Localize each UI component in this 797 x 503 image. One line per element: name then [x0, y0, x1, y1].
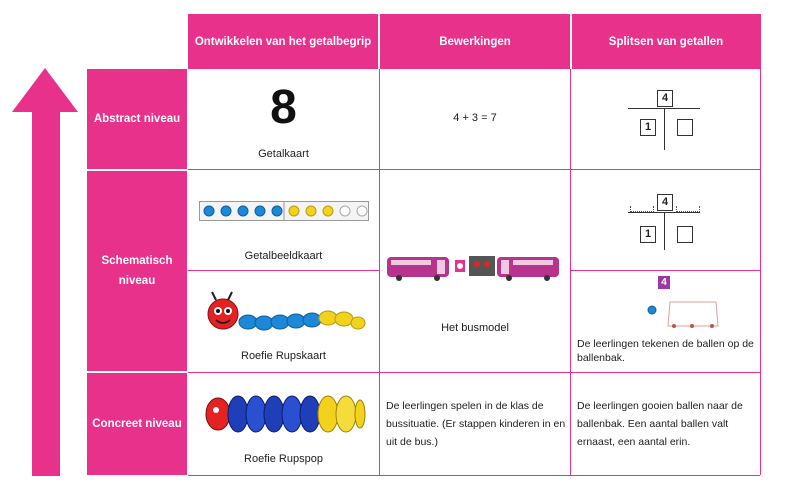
caterpillar-doll-icon [204, 388, 366, 436]
number-card-caption: Getalkaart [258, 148, 309, 160]
dot-card-caption: Getalbeeldkaart [244, 250, 323, 262]
ball-schematic-text: De leerlingen tekenen de ballen op de ballenbak. [577, 338, 754, 364]
column-header-splitsen: Splitsen van getallen [572, 14, 760, 69]
column-header-getalbegrip: Ontwikkelen van het getalbegrip [188, 14, 378, 69]
number-card-value: 8 [270, 81, 297, 134]
bus-concrete-text: De leerlingen spelen in de klas de bussituatie. (Er stappen kinderen in en uit de bus.) [386, 400, 566, 448]
row-header-schematic: Schematisch niveau [87, 171, 187, 371]
operation-sum: 4 + 3 = 7 [453, 112, 497, 124]
bus-model-caption: Het busmodel [441, 322, 509, 334]
caterpillar-card-caption: Roefie Rupskaart [241, 350, 326, 362]
split-right-box [677, 119, 693, 136]
row-header-concrete: Concreet niveau [87, 373, 187, 475]
ball-split-number: 4 [658, 276, 670, 289]
split-diagram-abstract [628, 88, 700, 150]
split-diagram-schematic [628, 192, 700, 252]
split-left-mini-bin [630, 206, 654, 212]
split-line-vertical [664, 108, 665, 150]
split-left-box: 1 [640, 226, 656, 243]
bus-model-icon [385, 252, 563, 282]
column-header-bewerkingen: Bewerkingen [380, 14, 570, 69]
dot-card [199, 201, 369, 221]
split-right-box [677, 226, 693, 243]
split-top-box: 4 [657, 90, 673, 107]
caterpillar-doll-caption: Roefie Rupspop [244, 453, 323, 465]
caterpillar-card-icon [206, 290, 366, 336]
ball-bin-drawing [646, 296, 722, 332]
level-arrow-icon [12, 68, 78, 476]
split-top-box: 4 [657, 194, 673, 211]
row-header-abstract: Abstract niveau [87, 69, 187, 169]
split-left-box: 1 [640, 119, 656, 136]
split-right-mini-bin [676, 206, 700, 212]
ball-concrete-text: De leerlingen gooien ballen naar de ballenbak. Een aantal ballen valt ernaast, een aantal erin. [577, 400, 743, 448]
